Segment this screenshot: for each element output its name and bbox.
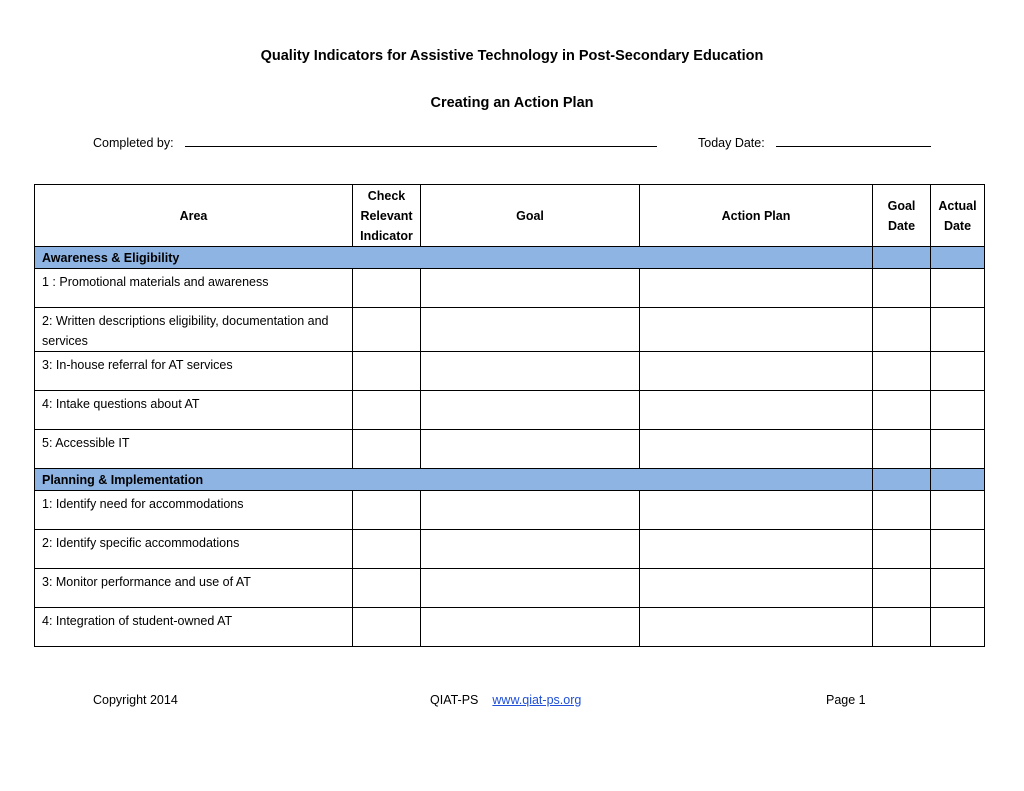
goal-cell[interactable] — [421, 269, 640, 308]
goal-date-cell[interactable] — [873, 308, 931, 352]
actual-date-cell[interactable] — [931, 308, 985, 352]
goal-date-cell[interactable] — [873, 530, 931, 569]
section-blank-cell — [873, 469, 931, 491]
table-row — [35, 608, 985, 647]
completed-by-label: Completed by: — [93, 136, 174, 150]
table-row — [35, 530, 985, 569]
column-header-actual-date — [931, 185, 985, 247]
area-cell: 4: Intake questions about AT — [35, 391, 353, 430]
document-subtitle: Creating an Action Plan — [430, 95, 594, 111]
area-cell: 2: Written descriptions eligibility, documentation and services — [35, 308, 353, 352]
section-blank-cell — [931, 469, 985, 491]
table-row — [35, 269, 985, 308]
completed-by-blank[interactable] — [185, 135, 657, 147]
footer-center — [430, 693, 581, 707]
column-header-check-relevant-indicator — [353, 185, 421, 247]
area-cell: 1 : Promotional materials and awareness — [35, 269, 353, 308]
goal-cell[interactable] — [421, 491, 640, 530]
completed-by-field — [93, 135, 657, 150]
area-cell: 3: Monitor performance and use of AT — [35, 569, 353, 608]
check-relevant-cell[interactable] — [353, 269, 421, 308]
goal-cell[interactable] — [421, 430, 640, 469]
area-cell: 2: Identify specific accommodations — [35, 530, 353, 569]
footer-copyright: Copyright 2014 — [93, 693, 178, 707]
section-row-planning-implementation — [35, 469, 985, 491]
goal-date-cell[interactable] — [873, 569, 931, 608]
goal-cell[interactable] — [421, 608, 640, 647]
check-relevant-cell[interactable] — [353, 308, 421, 352]
check-relevant-cell[interactable] — [353, 491, 421, 530]
today-date-label: Today Date: — [698, 136, 765, 150]
action-plan-cell[interactable] — [640, 491, 873, 530]
column-header-goal-date — [873, 185, 931, 247]
area-cell: 5: Accessible IT — [35, 430, 353, 469]
section-row-awareness-eligibility — [35, 247, 985, 269]
action-plan-cell[interactable] — [640, 430, 873, 469]
section-title: Planning & Implementation — [35, 469, 873, 491]
actual-date-cell[interactable] — [931, 608, 985, 647]
document-title: Quality Indicators for Assistive Technology in Post-Secondary Education — [260, 48, 764, 64]
actual-date-cell[interactable] — [931, 352, 985, 391]
column-header-area: Area — [35, 185, 353, 247]
action-plan-cell[interactable] — [640, 269, 873, 308]
table-header-row — [35, 185, 985, 247]
column-header-goal-date-line-2: Date — [887, 218, 916, 233]
column-header-action-plan: Action Plan — [640, 185, 873, 247]
check-relevant-cell[interactable] — [353, 430, 421, 469]
footer-link[interactable]: www.qiat-ps.org — [492, 693, 582, 707]
section-title: Awareness & Eligibility — [35, 247, 873, 269]
area-cell: 3: In-house referral for AT services — [35, 352, 353, 391]
actual-date-cell[interactable] — [931, 530, 985, 569]
footer-org: QIAT-PS — [430, 693, 479, 707]
column-header-check-line-2: Relevant — [360, 208, 413, 223]
actual-date-cell[interactable] — [931, 391, 985, 430]
goal-cell[interactable] — [421, 352, 640, 391]
table-row — [35, 391, 985, 430]
table-row — [35, 491, 985, 530]
actual-date-cell[interactable] — [931, 491, 985, 530]
column-header-goal: Goal — [421, 185, 640, 247]
action-plan-cell[interactable] — [640, 608, 873, 647]
check-relevant-cell[interactable] — [353, 352, 421, 391]
goal-date-cell[interactable] — [873, 269, 931, 308]
check-relevant-cell[interactable] — [353, 530, 421, 569]
goal-date-cell[interactable] — [873, 608, 931, 647]
actual-date-cell[interactable] — [931, 269, 985, 308]
goal-cell[interactable] — [421, 391, 640, 430]
column-header-check-line-3: Indicator — [360, 228, 413, 243]
actual-date-cell[interactable] — [931, 569, 985, 608]
action-plan-table — [34, 184, 985, 647]
goal-date-cell[interactable] — [873, 391, 931, 430]
column-header-actual-date-line-2: Date — [943, 218, 972, 233]
column-header-goal-date-line-1: Goal — [887, 198, 916, 213]
section-blank-cell — [931, 247, 985, 269]
today-date-field — [698, 135, 931, 150]
action-plan-cell[interactable] — [640, 569, 873, 608]
check-relevant-cell[interactable] — [353, 608, 421, 647]
check-relevant-cell[interactable] — [353, 569, 421, 608]
goal-date-cell[interactable] — [873, 430, 931, 469]
section-blank-cell — [873, 247, 931, 269]
table-row — [35, 352, 985, 391]
today-date-blank[interactable] — [776, 135, 931, 147]
goal-date-cell[interactable] — [873, 491, 931, 530]
goal-cell[interactable] — [421, 569, 640, 608]
goal-cell[interactable] — [421, 308, 640, 352]
table-row — [35, 430, 985, 469]
area-cell: 1: Identify need for accommodations — [35, 491, 353, 530]
column-header-check-line-1: Check — [367, 188, 406, 203]
footer-page-number: Page 1 — [826, 693, 866, 707]
goal-cell[interactable] — [421, 530, 640, 569]
action-plan-cell[interactable] — [640, 352, 873, 391]
actual-date-cell[interactable] — [931, 430, 985, 469]
check-relevant-cell[interactable] — [353, 391, 421, 430]
action-plan-cell[interactable] — [640, 530, 873, 569]
goal-date-cell[interactable] — [873, 352, 931, 391]
table-row — [35, 308, 985, 352]
action-plan-cell[interactable] — [640, 308, 873, 352]
action-plan-cell[interactable] — [640, 391, 873, 430]
area-cell: 4: Integration of student-owned AT — [35, 608, 353, 647]
table-row — [35, 569, 985, 608]
column-header-actual-date-line-1: Actual — [938, 198, 977, 213]
